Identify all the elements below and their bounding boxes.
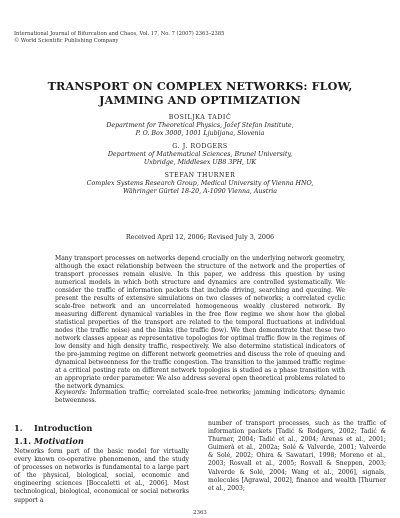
author-affiliation: Uxbridge, Middlesex UB8 3PH, UK xyxy=(143,159,257,166)
subsection-number: 1.1. xyxy=(14,436,32,446)
copyright-line: © World Scientific Publishing Company xyxy=(14,37,119,44)
author-block xyxy=(14,143,386,167)
journal-citation: International Journal of Bifurcation and Chaos, Vol. 17, No. 7 (2007) 2363–2385 xyxy=(14,31,225,37)
section-number: 1. xyxy=(14,423,23,433)
author-name: STEFAN THURNER xyxy=(164,172,236,179)
abstract-text: Many transport processes on networks depend crucially on the underlying network geometry, although the exact relationship between the structure of the network and the properties of transport processes remain elusive. In this paper, we address this question by using numerical models in which both structure and dynamics are controlled systematically. We consider the traffic of information packets that include driving, searching and queuing. We present the results of extensive simulations on two classes of networks; a correlated cyclic scale-free network and an uncorrelated homogeneous weakly clustered network. By measuring different dynamical variables in the free flow regime we show how the global statistical properties of the transport are related to the temporal fluctuations at individual nodes (the traffic noise) and the links (the traffic flow). We then demonstrate that these two network classes appear as representative topologies for optimal traffic flow in the regimes of low density and high density traffic, respectively. We also determine statistical indicators of the pre-jamming regime on different network geometries and discuss the role of queuing and dynamical betweenness for the traffic congestion. The transition to the jammed traffic regime at a critical posting rate on different network topologies is studied as a phase transition with an appropriate order parameter. We also address several open theoretical problems related to the network dynamics. xyxy=(55,255,345,390)
author-affiliation: Complex Systems Research Group, Medical University of Vienna HNO, xyxy=(86,180,314,187)
author-block xyxy=(14,114,386,138)
author-affiliation: P. O. Box 3000, 1001 Ljubljana, Slovenia xyxy=(135,130,265,137)
author-list xyxy=(14,114,386,201)
author-name: BOSILJKA TADIĆ xyxy=(168,114,232,121)
journal-header xyxy=(14,31,394,44)
keywords xyxy=(55,389,345,405)
keywords-label: Keywords: xyxy=(55,389,88,396)
received-dates: Received April 12, 2006; Revised July 3, 2006 xyxy=(125,233,275,241)
author-affiliation: Department of Mathematical Sciences, Brunel University, xyxy=(107,151,293,158)
paper-title: TRANSPORT ON COMPLEX NETWORKS: FLOW, JAMMING AND OPTIMIZATION xyxy=(47,79,353,107)
subsection-heading xyxy=(14,436,84,446)
keywords-text: Information traffic; correlated scale-free networks; jamming indicators; dynamic betweenness. xyxy=(55,389,345,404)
author-block xyxy=(14,172,386,196)
author-name: G. J. RODGERS xyxy=(172,143,228,150)
body-column-right: number of transport processes, such as the traffic of information packets [Tadić & Rodgers, 2002; Tadić & Thurner, 2004; Tadić et al., 2004; Arenas et al., 2001; Guimerà et al., 2002a; Solé & Valverde, 2001; Valverde & Solé, 2002; Ohira & Sawatari, 1998; Moreno et al., 2003; Rosvall et al., 2005; Rosvall & Sneppen, 2003; Valverde & Solé, 2004; Wang et al., 2006], signals, molecules [Agrawal, 2002], finance and wealth [Thurner et al., 2003; xyxy=(208,420,386,492)
section-title: Introduction xyxy=(34,423,93,433)
body-column-left: Networks form part of the basic model for virtually every known co-operative phenomenon, and the study of processes on networks is fundamental to a large part of the physical, biological, social, economic and engineering sciences [Boccaletti et al., 2006]. Most technological, biological, economical or social networks support a xyxy=(14,448,189,504)
author-affiliation: Währinger Gürtel 18-20, A-1090 Vienna, Austria xyxy=(123,188,277,195)
page-number: 2363 xyxy=(193,510,207,516)
subsection-title: Motivation xyxy=(34,436,84,446)
author-affiliation: Department for Theoretical Physics, Jožef Stefan Institute, xyxy=(106,122,294,129)
section-heading xyxy=(14,423,92,433)
